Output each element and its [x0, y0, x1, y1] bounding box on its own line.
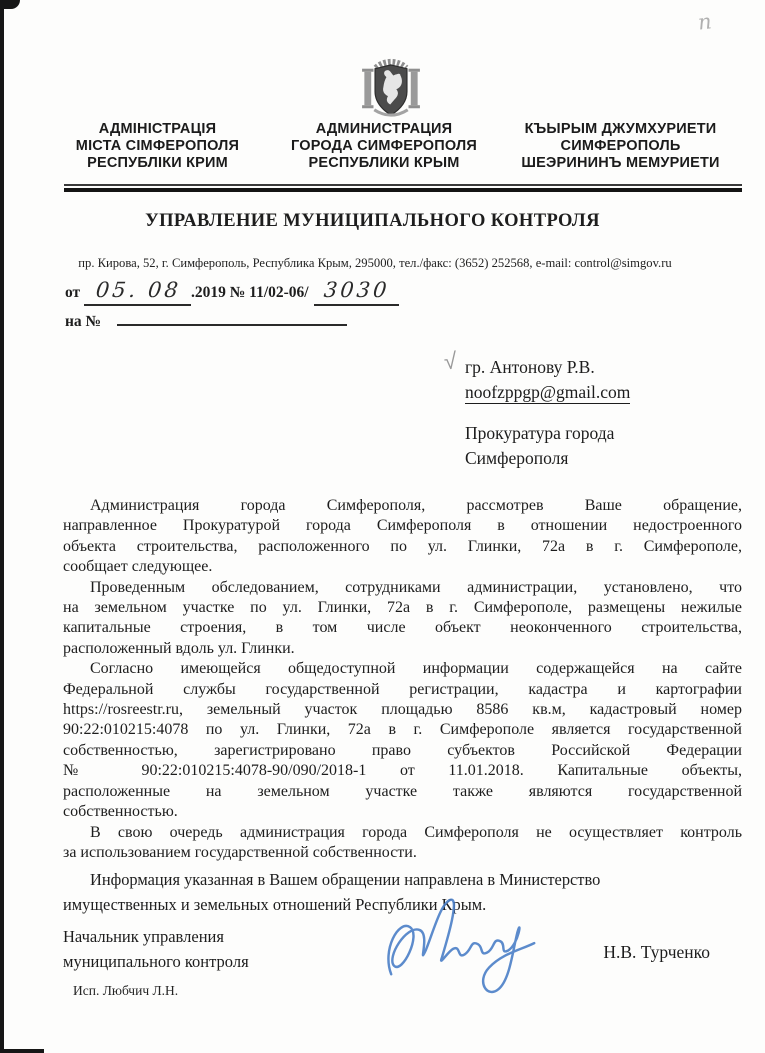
recipient-org-line1: Прокуратура города — [465, 423, 615, 443]
signature-block — [63, 924, 710, 974]
executor-note: Исп. Любчич Л.Н. — [73, 983, 179, 998]
outgoing-ref-line — [65, 280, 399, 306]
paragraph-5: Информация указанная в Вашем обращении направлена в Министерство имущественных и земельных отношений Республики Крым. — [63, 870, 601, 914]
ref-number-printed: .2019 № 11/02-06/ — [190, 284, 309, 301]
incoming-ref-line — [65, 313, 399, 331]
org-header-row — [45, 121, 743, 172]
paragraph-2: Проведенным обследованием, сотрудниками администрации, установлено, что на земельном участке по ул. Глинки, 72а в г. Симферополе, размещены нежилые капитальные строения, в том числе объект неоконченного строительства, расположенный вдоль ул. Глинки. — [63, 578, 742, 657]
paragraph-4: В свою очередь администрация города Симферополя не осуществляет контроль за использованием государственной собственности. — [63, 823, 742, 861]
recipient-org-line2: Симферополя — [465, 448, 569, 468]
org-name-ukrainian: АДМІНІСТРАЦІЯ МІСТА СІМФЕРОПОЛЯ РЕСПУБЛІКИ КРИМ — [75, 121, 240, 171]
scan-edge-bottom-left — [0, 1049, 44, 1053]
from-label: от — [65, 284, 81, 301]
paragraph-3: Согласно имеющейся общедоступной информации содержащейся на сайте Федеральной службы государственной регистрации, кадастра и картографии https://rosreestr.ru, земельный участок площадью 8586 кв.м, кадастровый номер 90:22:010215:4078 по ул. Глинки, 72а в г. Симферополе является государственной собственностью, зарегистрировано право субъектов Российской Федерации № 90:22:010215:4078-90/090/2018-1 от 11.01.2018. Капитальные объекты, расположенные на земельном участке также являются государственной собственностью. — [63, 660, 742, 821]
reference-block — [65, 280, 399, 331]
recipient-block — [465, 355, 630, 471]
scan-edge-top-left-corner — [0, 0, 20, 9]
signer-position: Начальник управления муниципального контроля — [63, 927, 249, 971]
letterhead-divider — [64, 184, 742, 192]
reply-label: на № — [65, 313, 102, 330]
handwritten-number: 3030 — [322, 278, 391, 302]
scan-edge-left — [0, 0, 4, 1053]
department-title: УПРАВЛЕНИЕ МУНИЦИПАЛЬНОГО КОНТРОЛЯ — [145, 211, 600, 231]
letter-body — [63, 496, 742, 917]
paragraph-1: Администрация города Симферополя, рассмотрев Ваше обращение, направленное Прокуратурой города Симферополя в отношении недостроенного объекта строительства, расположенного по ул. Глинки, 72а в г. Симферополе, сообщает следующее. — [63, 497, 742, 576]
org-name-crimean-tatar: КЪЫРЫМ ДЖУМХУРИЕТИ СИМФЕРОПОЛЬ ШЕЭРИНИНЪ МЕМУРИЕТИ — [521, 121, 720, 171]
recipient-email: noofzppgp@gmail.com — [465, 382, 631, 402]
recipient-name: гр. Антонову Р.В. — [465, 357, 595, 377]
org-name-russian: АДМИНИСТРАЦИЯ ГОРОДА СИМФЕРОПОЛЯ РЕСПУБЛИКИ КРЫМ — [290, 121, 478, 171]
handwritten-signature-icon — [378, 884, 538, 1006]
handwritten-date: 05. 08 — [94, 278, 183, 302]
crimea-coat-of-arms-icon — [352, 55, 430, 125]
blank-reference-line — [117, 324, 347, 326]
handwritten-checkmark: √ — [443, 348, 458, 376]
handwritten-stray-mark: n — [696, 9, 713, 35]
letterhead-address: пр. Кирова, 52, г. Симферополь, Республика Крым, 295000, тел./факс: (3652) 252568, e-mail: control@simgov.ru — [78, 256, 672, 270]
signer-name: Н.В. Турченко — [603, 942, 710, 962]
